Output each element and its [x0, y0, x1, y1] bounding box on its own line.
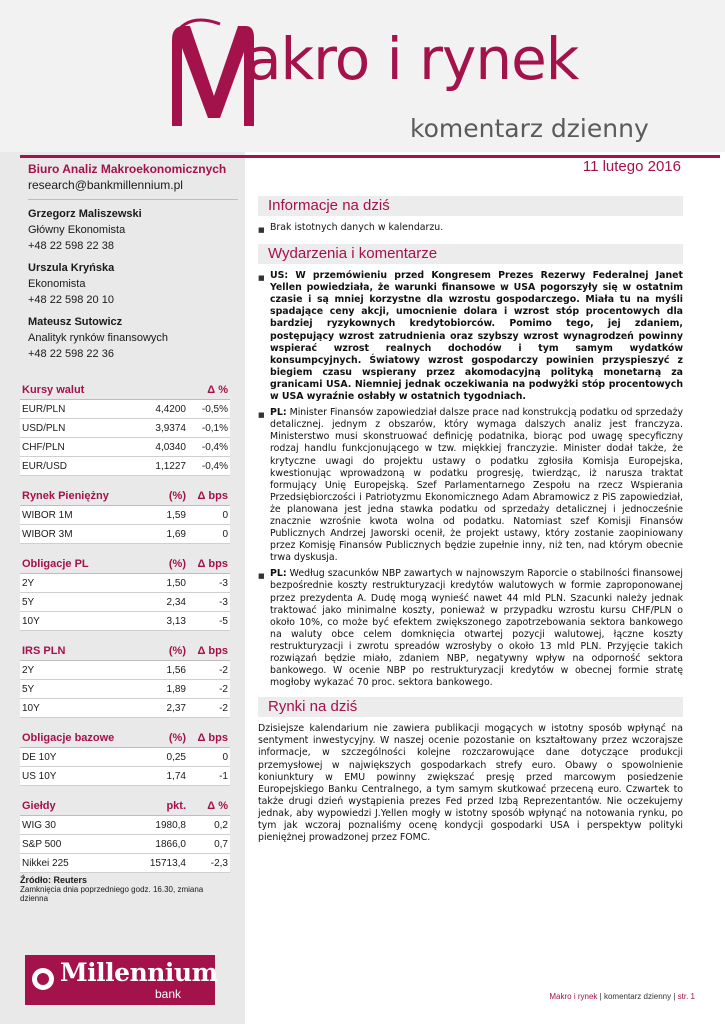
table-row: US 10Y 1,74 -1 [20, 767, 230, 786]
markets-paragraph: Dzisiejsze kalendarium nie zawiera publikacji mogących w istotny sposób wpłynąć na sentyment inwestycyjny. W naszej ocenie pozostanie on kształtowany przez wczorajsze informacje, w szczególności kolejne rozczarowujące dane dotyczące produkcji przemysłowej w największych gospodarkach strefy euro. Obawy o spowolnienie koniunktury w EMU powinny zwiększać presję przed marcowym posiedzenie Europejskiego Banku Centralnego, a tym samym skutkować przeceną euro. Czwartek to także drugi dzień wystąpienia prezes Fed przed Izbą Reprezentantów. Nie oczekujemy jednak, aby wypowiedzi J.Yellen mogły w istotny sposób wpłynąć na notowania rynku, po tym jak wczoraj poznaliśmy ocenę kondycji gospodarki USA i perspektyw polityki pieniężnej prowadzonej przez FOMC. [258, 723, 683, 844]
bullet-icon: ■ [258, 226, 265, 234]
contacts-panel [28, 161, 240, 368]
table-header: IRS PLN (%) Δ bps [20, 641, 230, 661]
footer-title: Makro i rynek [549, 992, 598, 1001]
masthead-m-logo [168, 18, 258, 128]
department-name: Biuro Analiz Makroekonomicznych [28, 162, 227, 176]
table-header: Obligacje PL (%) Δ bps [20, 554, 230, 574]
table-row: 5Y 1,89 -2 [20, 680, 230, 699]
table-row: Nikkei 225 15713,4 -2,3 [20, 854, 230, 873]
contact-person [28, 206, 240, 254]
source-note: Źródło: Reuters [20, 875, 88, 885]
bullet-icon: ■ [258, 572, 265, 581]
list-item: ■ PL: Minister Finansów zapowiedział dalsze prace nad konstrukcją podatku od sprzedaży detalicznej. jednym z obszarów, który wymaga dalszych analiz jest franczyza. Ministerstwo musi skonstruować definicję podatnika, biorąc pod uwagę specyficzny rodzaj handlu funkcjonującego w tzw. miękkiej franczyzie. Minister dodał także, że krytyczne uwagi do projektu ustawy o podatku zgłosiła Komisja Europejska, kwestionując wprowadzoną w podatku progresję, twierdząc, iż narusza traktat formujący Unię Europejską. Szef Parlamentarnego Zespołu na rzecz Wspierania Przedsiębiorczości i Patriotyzmu Ekonomicznego Adam Abramowicz z PiS zapowiedział, że planowana jest jedna stawka podatku od sprzedaży detalicznej i jednocześnie znacznie wzrośnie kwota wolna od podatku. Natomiast szef Komisji Finansów Publicznych Andrzej Jaworski ocenił, że projekt ustawy, który zostanie zaopiniowany przez Komisję Finansów Publicznych będzie zupełnie inny, niż ten, nad którym obecnie trwa dyskusja. [258, 407, 683, 564]
person-phone: +48 22 598 22 38 [28, 240, 114, 252]
table-row: 10Y 3,13 -5 [20, 612, 230, 631]
person-role: Ekonomista [28, 278, 86, 290]
contact-person [28, 314, 240, 362]
table-row: 2Y 1,56 -2 [20, 661, 230, 680]
masthead-subtitle: komentarz dzienny [410, 114, 649, 143]
table-header: Giełdy pkt. Δ % [20, 796, 230, 816]
logo-text: Millennium [60, 958, 218, 987]
table-row: DE 10Y 0,25 0 [20, 748, 230, 767]
section-title-markets: Rynki na dziś [258, 697, 683, 717]
page-footer: Makro i rynek | komentarz dzienny | str. 1 [549, 992, 695, 1001]
table-fx [20, 380, 230, 476]
table-row: 10Y 2,37 -2 [20, 699, 230, 718]
table-row: WIBOR 3M 1,69 0 [20, 525, 230, 544]
bullet-icon: ■ [258, 411, 265, 420]
contact-person [28, 260, 240, 308]
person-name: Grzegorz Maliszewski [28, 208, 142, 220]
logo-subtext: bank [155, 987, 182, 1001]
table-header: Kursy walut Δ % [20, 380, 230, 400]
person-role: Główny Ekonomista [28, 224, 126, 236]
table-row: 2Y 1,50 -3 [20, 574, 230, 593]
bullet-icon: ■ [258, 274, 265, 283]
table-header: Rynek Pieniężny (%) Δ bps [20, 486, 230, 506]
table-row: S&P 500 1866,0 0,7 [20, 835, 230, 854]
contacts-divider [28, 199, 238, 200]
table-irs [20, 641, 230, 718]
market-tables [20, 380, 230, 903]
table-stock-exchanges [20, 796, 230, 873]
table-pl-bonds [20, 554, 230, 631]
table-row: USD/PLN 3,9374 -0,1% [20, 419, 230, 438]
footer-subtitle: komentarz dzienny [603, 992, 672, 1001]
report-date: 11 lutego 2016 [582, 158, 681, 175]
section-title-events: Wydarzenia i komentarze [258, 244, 683, 264]
list-item: ■ PL: Według szacunków NBP zawartych w najnowszym Raporcie o stabilności finansowej bezpośrednie koszty restrukturyzacji kredytów walutowych w formie zaproponowanej przez prezydenta A. Dudę mogą wynieść nawet 44 mld PLN. Szacunki należy jednak traktować jako minimalne koszty, ponieważ w przypadku wzrostu kursu CHF/PLN o około 10%, co może być efektem zwiększonego zapotrzebowania sektora bankowego na waluty obce celem domknięcia otwartej pozycji walutowej, łączne koszty restrukturyzacji i zwrotu spreadów wzrosłyby o około 13 mld PLN. Przyjęcie takich rozwiązań będzie miało, zdaniem NBP, negatywny wpływ na odporność sektora bankowego. W ocenie NBP po restrukturyzacji kredytów w obecnej formie stratę mogłoby wykazać 70 proc. sektora bankowego. [258, 568, 683, 689]
list-item: ■ Brak istotnych danych w kalendarzu. [258, 222, 683, 236]
table-row: WIG 30 1980,8 0,2 [20, 816, 230, 835]
close-note: Zamknięcia dnia poprzedniego godz. 16.30, zmiana dzienna [20, 885, 204, 903]
person-name: Mateusz Sutowicz [28, 316, 123, 328]
masthead-title: akro i rynek [246, 25, 579, 93]
table-row: WIBOR 1M 1,59 0 [20, 506, 230, 525]
table-money-market [20, 486, 230, 544]
email-link[interactable]: research@bankmillennium.pl [28, 178, 183, 192]
person-phone: +48 22 598 22 36 [28, 348, 114, 360]
section-title-info: Informacje na dziś [258, 196, 683, 216]
page-number: str. 1 [677, 992, 695, 1001]
table-row: EUR/USD 1,1227 -0,4% [20, 457, 230, 476]
table-row: CHF/PLN 4,0340 -0,4% [20, 438, 230, 457]
person-name: Urszula Kryńska [28, 262, 115, 274]
list-item: ■ US: W przemówieniu przed Kongresem Prezes Rezerwy Federalnej Janet Yellen powiedziała, że warunki finansowe w USA pogorszyły się w ostatnim czasie i są mniej korzystne dla wzrostu gospodarczego. Miała tu na myśli spadające ceny akcji, umocnienie dolara i wzrost stóp procentowych dla bardziej ryzykownych kredytobiorców. Pomimo tego, jej zdaniem, postępujący wzrost zatrudnienia oraz szybszy wzrost wynagrodzeń powinny wspierać wzrost realnych dochodów i tym samym wydatków konsumpcyjnych. Światowy wzrost gospodarczy powinien przyspieszyć z biegiem czasu wspierany przez akomodacyjną polityką monetarną za granicami USA. Niemniej jednak oczekiwania na podwyżki stóp procentowych w USA wyraźnie osłabły w ostatnich tygodniach. [258, 270, 683, 403]
person-phone: +48 22 598 20 10 [28, 294, 114, 306]
table-row: 5Y 2,34 -3 [20, 593, 230, 612]
table-header: Obligacje bazowe (%) Δ bps [20, 728, 230, 748]
main-content [258, 196, 683, 844]
person-role: Analityk rynków finansowych [28, 332, 169, 344]
table-row: EUR/PLN 4,4200 -0,5% [20, 400, 230, 419]
table-core-bonds [20, 728, 230, 786]
